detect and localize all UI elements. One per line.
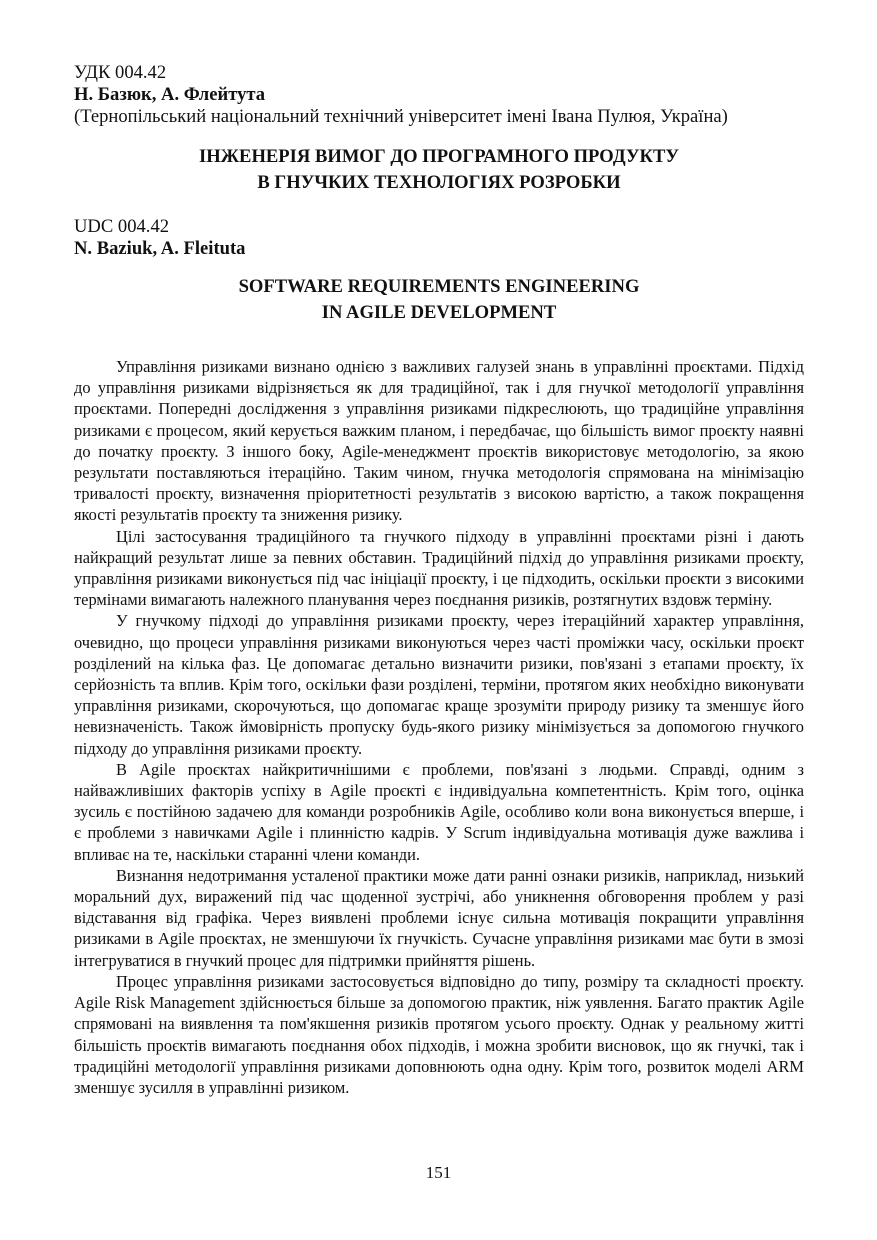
paper-page (74, 62, 804, 1098)
paragraph: Визнання недотримання усталеної практики може дати ранні ознаки ризиків, наприклад, низький моральний дух, виражений під час щоденної зустрічі, або уникнення обговорення проблем у разі відставання від графіка. Через виявлені проблеми існує сильна мотивація покращити управління ризиками в Agile проєктах, не зменшуючи їх гнучкість. Сучасне управління ризиками має бути в змозі інтегруватися в гнучкий процес для підтримки прийняття рішень. (74, 865, 804, 970)
authors-en: N. Baziuk, A. Fleituta (74, 238, 246, 259)
title-en (74, 274, 804, 326)
header-en (74, 216, 804, 260)
paragraph: Цілі застосування традиційного та гнучкого підходу в управлінні проєктами різні і дають найкращий результат лише за певних обставин. Традиційний підхід до управління ризиками проєкту, управління ризиками виконується під час ініціації проєкту, і це підходить, оскільки проєкти з високими термінами вимагають належного планування через поєднання ризиків, розтягнутих вздовж терміну. (74, 526, 804, 610)
paragraph: Процес управління ризиками застосовується відповідно до типу, розміру та складності проєкту. Agile Risk Management здійснюється більше за допомогою практик, ніж уявлення. Багато практик Agile спрямовані на виявлення та пом'якшення ризиків протягом усього проєкту. Однак у реальному житті більшість проєктів вимагають поєднання обох підходів, і можна зробити висновок, що як гнучкі, так і традиційні методології управління ризиками доповнюють одна одну. Крім того, розвиток моделі ARM зменшує зусилля в управлінні ризиком. (74, 971, 804, 1097)
authors-ua: Н. Базюк, А. Флейтута (74, 84, 266, 105)
title-ua-line-2: В ГНУЧКИХ ТЕХНОЛОГІЯХ РОЗРОБКИ (257, 172, 621, 193)
udc-en: UDC 004.42 (74, 216, 170, 237)
body-text (74, 356, 804, 1098)
paragraph: В Agile проєктах найкритичнішими є проблеми, пов'язані з людьми. Справді, одним з найважливіших факторів успіху в Agile проєкті є індивідуальна компетентність. Крім того, оцінка зусиль є постійною задачею для команди розробників Agile, особливо коли вона виконується вперше, і є проблеми з навичками Agile і плинністю кадрів. У Scrum індивідуальна мотивація дуже важлива і впливає на те, наскільки старанні члени команди. (74, 759, 804, 864)
paragraph: Управління ризиками визнано однією з важливих галузей знань в управлінні проєктами. Підхід до управління ризиками відрізняється як для традиційної, так і для гнучкої методології управління проєктами. Попередні дослідження з управління ризиками підкреслюють, що традиційне управління ризиками є процесом, який керується важким планом, і передбачає, що більшість вимог проєкту наявні до початку проєкту. З іншого боку, Agile-менеджмент проєктів використовує методологію, за якою результати поставляються ітераційно. Таким чином, гнучка методологія спрямована на мінімізацію тривалості проєкту, визначення пріоритетності результатів з високою вартістю, а також покращення якості результатів проєкту та зниження ризику. (74, 357, 804, 525)
paragraph: У гнучкому підході до управління ризиками проєкту, через ітераційний характер управління, очевидно, що процеси управління ризиками виконуються через часті проміжки часу, оскільки проєкт розділений на кілька фаз. Це допомагає детально визначити ризики, пов'язані з етапами проєкту, їх серйозність та вплив. Крім того, оскільки фази розділені, терміни, протягом яких необхідно виконувати управління ризиками, скорочуються, що допомагає краще зрозуміти природу ризику та зменшує його невизначеність. Також ймовірність пропуску будь-якого ризику мінімізується за допомогою гнучкого підходу до управління ризиками проєкту. (74, 611, 804, 758)
affiliation-ua: (Тернопільський національний технічний університет імені Івана Пулюя, Україна) (74, 106, 728, 127)
title-en-line-1: SOFTWARE REQUIREMENTS ENGINEERING (238, 276, 640, 297)
title-en-line-2: IN AGILE DEVELOPMENT (321, 302, 557, 323)
title-ua-line-1: ІНЖЕНЕРІЯ ВИМОГ ДО ПРОГРАМНОГО ПРОДУКТУ (198, 146, 680, 167)
title-ua (74, 144, 804, 196)
page-number: 151 (425, 1163, 452, 1182)
udc-ua: УДК 004.42 (74, 62, 167, 83)
